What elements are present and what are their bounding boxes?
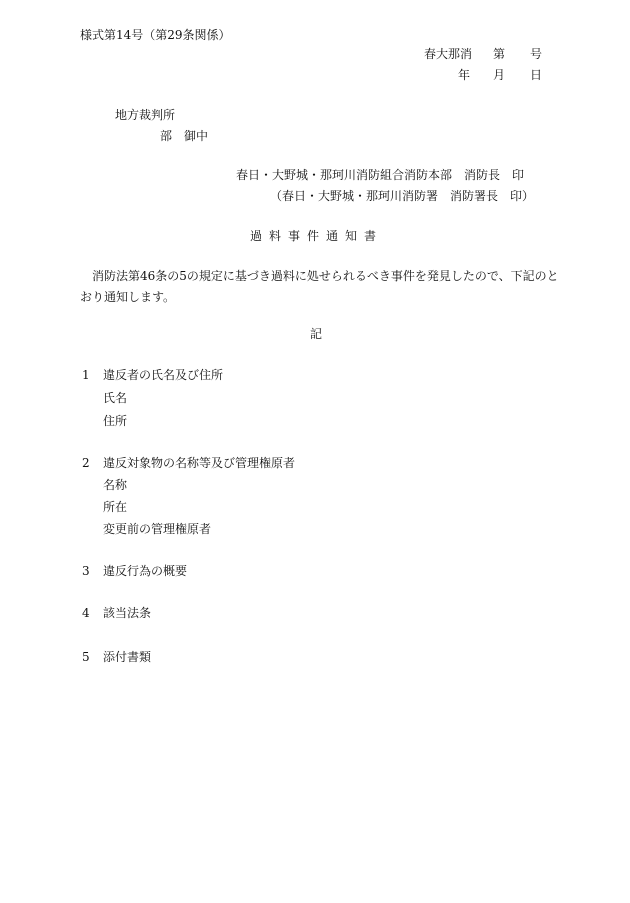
doc-ref-dai: 第	[493, 47, 506, 61]
field-label-address: 住所	[103, 414, 128, 428]
date-day: 日	[530, 68, 543, 82]
sender-line1: 春日・大野城・那珂川消防組合消防本部 消防長 印	[236, 168, 525, 182]
form-number: 様式第14号（第29条関係）	[80, 28, 231, 42]
doc-ref-prefix: 春大那消	[424, 47, 473, 61]
field-label-object-name: 名称	[103, 478, 128, 492]
doc-ref-go: 号	[530, 47, 543, 61]
section-heading: 該当法条	[103, 606, 152, 620]
ki-label: 記	[310, 327, 323, 341]
section-number: 3	[82, 564, 90, 578]
sender-line2: （春日・大野城・那珂川消防署 消防署長 印）	[270, 189, 535, 203]
section-heading: 添付書類	[103, 650, 152, 664]
section-heading: 違反対象物の名称等及び管理権原者	[103, 456, 296, 470]
field-label-name: 氏名	[103, 391, 128, 405]
section-number: 4	[82, 606, 90, 620]
field-label-previous-manager: 変更前の管理権原者	[103, 522, 212, 536]
addressee-section: 部 御中	[160, 129, 209, 143]
addressee-court: 地方裁判所	[115, 108, 176, 122]
date-month: 月	[493, 68, 506, 82]
section-number: 5	[82, 650, 90, 664]
document-title: 過料事件通知書	[250, 229, 384, 243]
date-year: 年	[458, 68, 471, 82]
field-label-location: 所在	[103, 500, 128, 514]
section-heading: 違反者の氏名及び住所	[103, 368, 224, 382]
body-paragraph: 消防法第46条の5の規定に基づき過料に処せられるべき事件を発見したので、下記のとおり通知します。	[80, 269, 559, 304]
section-heading: 違反行為の概要	[103, 564, 188, 578]
section-number: 2	[82, 456, 90, 470]
section-number: 1	[82, 368, 90, 382]
